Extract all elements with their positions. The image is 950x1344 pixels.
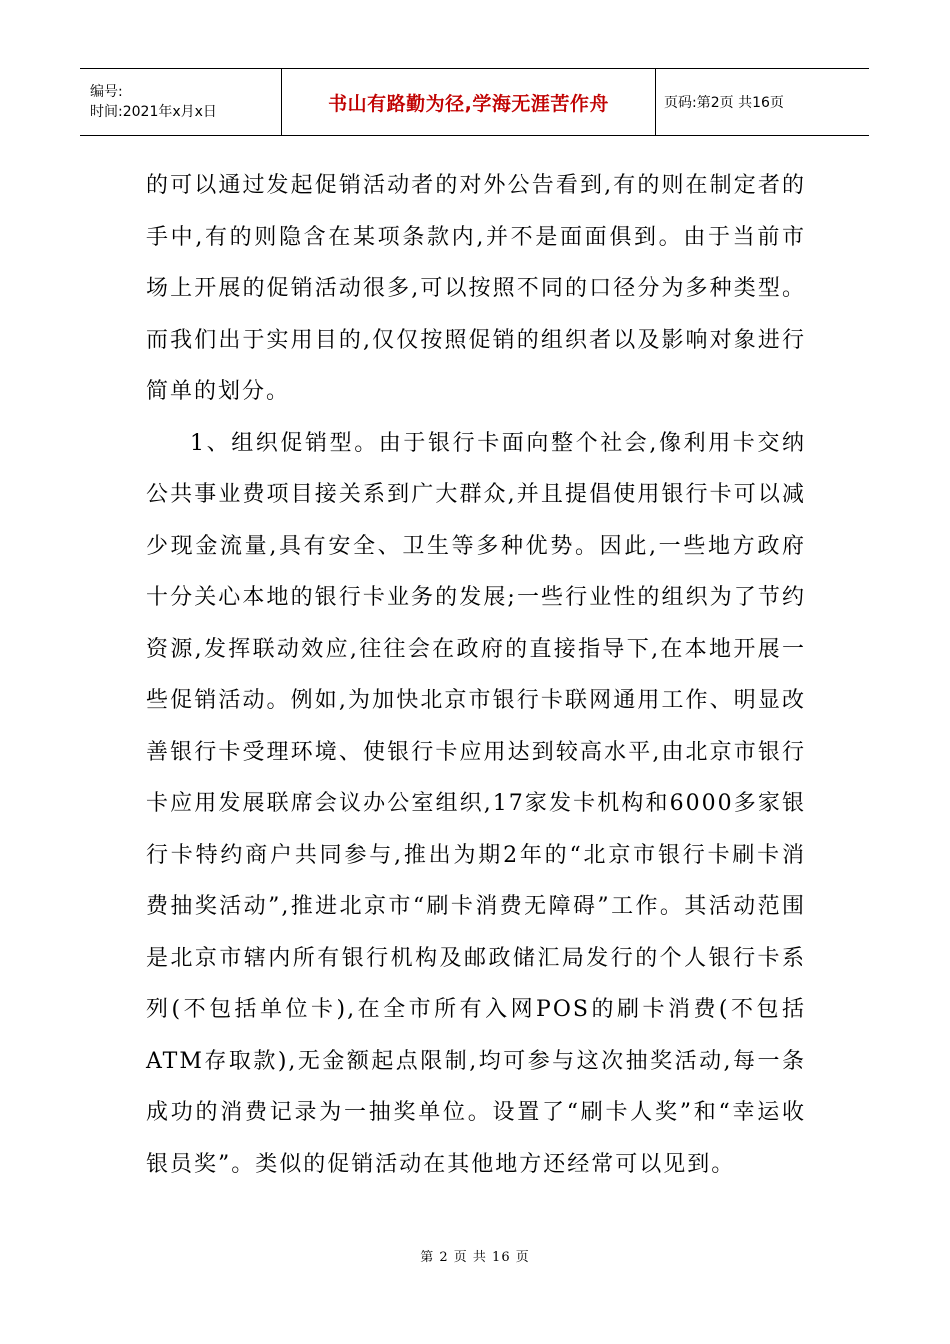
body-paragraph: 1、组织促销型。由于银行卡面向整个社会,像利用卡交纳公共事业费项目接关系到广大群众,并且提倡使用银行卡可以减少现金流量,具有安全、卫生等多种优势。因此,一些地方政府十分关心本地的银行卡业务的发展;一些行业性的组织为了节约资源,发挥联动效应,往往会在政府的直接指导下,在本地开展一些促销活动。例如,为加快北京市银行卡联网通用工作、明显改善银行卡受理环境、使银行卡应用达到较高水平,由北京市银行卡应用发展联席会议办公室组织,17家发卡机构和6000多家银行卡特约商户共同参与,推出为期2年的“北京市银行卡刷卡消费抽奖活动”,推进北京市“刷卡消费无障碍”工作。其活动范围是北京市辖内所有银行机构及邮政储汇局发行的个人银行卡系列(不包括单位卡),在全市所有入网POS的刷卡消费(不包括ATM存取款),无金额起点限制,均可参与这次抽奖活动,每一条成功的消费记录为一抽奖单位。设置了“刷卡人奖”和“幸运收银员奖”。类似的促销活动在其他地方还经常可以见到。 [146, 430, 806, 1177]
header-motto: 书山有路勤为径,学海无涯苦作舟 [328, 92, 609, 115]
document-date-label: 时间:2021年x月x日 [90, 104, 217, 120]
document-body [146, 160, 806, 1190]
page-header [80, 68, 869, 136]
header-meta [80, 69, 282, 135]
body-paragraph: 的可以通过发起促销活动者的对外公告看到,有的则在制定者的手中,有的则隐含在某项条款内,并不是面面俱到。由于当前市场上开展的促销活动很多,可以按照不同的口径分为多种类型。而我们出于实用目的,仅仅按照促销的组织者以及影响对象进行简单的划分。 [146, 173, 806, 404]
header-page-info: 页码:第2页 共16页 [664, 95, 784, 111]
document-number-label: 编号: [90, 84, 123, 100]
header-motto-cell [282, 69, 656, 135]
page-footer: 第 2 页 共 16 页 [420, 1250, 530, 1265]
